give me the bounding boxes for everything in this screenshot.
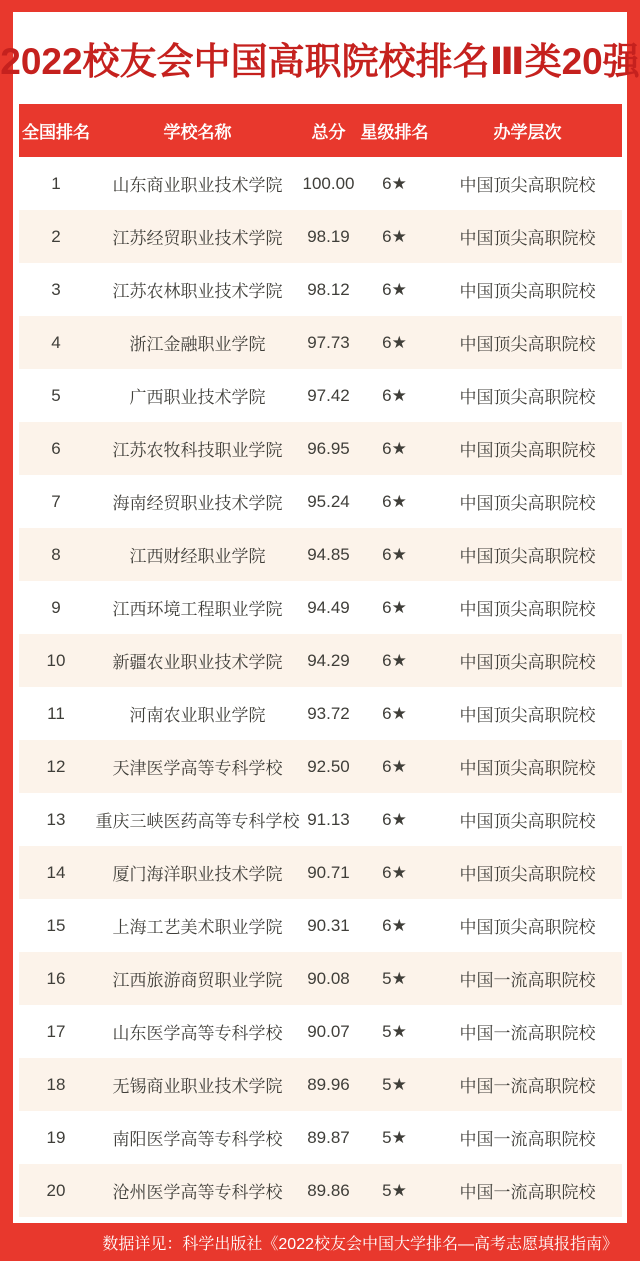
level-cell: 中国一流高职院校 bbox=[459, 1077, 596, 1096]
rank-cell: 15 bbox=[46, 915, 66, 935]
star-rating-cell: 6★ bbox=[382, 862, 407, 882]
rank-cell: 1 bbox=[51, 173, 61, 193]
score-cell: 90.07 bbox=[307, 1021, 350, 1041]
rank-cell: 14 bbox=[46, 862, 66, 882]
score-cell: 94.49 bbox=[307, 597, 350, 617]
table-row bbox=[19, 1111, 622, 1164]
table-row bbox=[19, 422, 622, 475]
table-row bbox=[19, 687, 622, 740]
score-cell: 100.00 bbox=[302, 173, 355, 193]
score-cell: 91.13 bbox=[307, 809, 350, 829]
table-row bbox=[19, 475, 622, 528]
col-header-stars: 星级排名 bbox=[360, 123, 429, 142]
school-name-cell: 河南农业职业学院 bbox=[129, 706, 266, 725]
star-rating-cell: 6★ bbox=[382, 703, 407, 723]
ranking-card bbox=[0, 12, 640, 1223]
star-rating-cell: 6★ bbox=[382, 597, 407, 617]
rank-cell: 7 bbox=[51, 491, 61, 511]
star-rating-cell: 6★ bbox=[382, 279, 407, 299]
score-cell: 97.42 bbox=[307, 385, 350, 405]
school-name-cell: 广西职业技术学院 bbox=[129, 388, 266, 407]
rank-cell: 18 bbox=[46, 1074, 66, 1094]
level-cell: 中国顶尖高职院校 bbox=[459, 865, 596, 884]
star-rating-cell: 6★ bbox=[382, 756, 407, 776]
score-cell: 89.87 bbox=[307, 1127, 350, 1147]
school-name-cell: 无锡商业职业技术学院 bbox=[112, 1077, 283, 1096]
level-cell: 中国一流高职院校 bbox=[459, 971, 596, 990]
score-cell: 98.19 bbox=[307, 226, 350, 246]
star-rating-cell: 5★ bbox=[382, 968, 407, 988]
table-row bbox=[19, 634, 622, 687]
score-cell: 97.73 bbox=[307, 332, 350, 352]
footer-note: 数据详见：科学出版社《2022校友会中国大学排名—高考志愿填报指南》 bbox=[102, 1235, 618, 1253]
score-cell: 95.24 bbox=[307, 491, 350, 511]
table-body bbox=[19, 157, 622, 1217]
table-row bbox=[19, 581, 622, 634]
school-name-cell: 江西财经职业学院 bbox=[129, 547, 266, 566]
rank-cell: 17 bbox=[46, 1021, 66, 1041]
table-row bbox=[19, 952, 622, 1005]
level-cell: 中国顶尖高职院校 bbox=[459, 812, 596, 831]
table-row bbox=[19, 793, 622, 846]
page-title: 2022校友会中国高职院校排名Ⅲ类20强 bbox=[0, 41, 640, 82]
table-row bbox=[19, 899, 622, 952]
score-cell: 89.86 bbox=[307, 1180, 350, 1200]
score-cell: 92.50 bbox=[307, 756, 350, 776]
star-rating-cell: 5★ bbox=[382, 1074, 407, 1094]
table-row bbox=[19, 157, 622, 210]
table-row bbox=[19, 369, 622, 422]
score-cell: 94.29 bbox=[307, 650, 350, 670]
rank-cell: 20 bbox=[46, 1180, 66, 1200]
rank-cell: 13 bbox=[46, 809, 66, 829]
table-row bbox=[19, 1005, 622, 1058]
level-cell: 中国顶尖高职院校 bbox=[459, 282, 596, 301]
level-cell: 中国顶尖高职院校 bbox=[459, 547, 596, 566]
school-name-cell: 厦门海洋职业技术学院 bbox=[112, 865, 283, 884]
school-name-cell: 重庆三峡医药高等专科学校 bbox=[95, 812, 300, 831]
level-cell: 中国顶尖高职院校 bbox=[459, 335, 596, 354]
school-name-cell: 天津医学高等专科学校 bbox=[112, 759, 283, 778]
rank-cell: 9 bbox=[51, 597, 61, 617]
school-name-cell: 浙江金融职业学院 bbox=[129, 335, 266, 354]
level-cell: 中国顶尖高职院校 bbox=[459, 229, 596, 248]
rank-cell: 10 bbox=[46, 650, 66, 670]
star-rating-cell: 6★ bbox=[382, 226, 407, 246]
rank-cell: 16 bbox=[46, 968, 66, 988]
rank-cell: 2 bbox=[51, 226, 61, 246]
star-rating-cell: 5★ bbox=[382, 1127, 407, 1147]
table-row bbox=[19, 740, 622, 793]
school-name-cell: 江西环境工程职业学院 bbox=[112, 600, 283, 619]
score-cell: 93.72 bbox=[307, 703, 350, 723]
school-name-cell: 江苏农牧科技职业学院 bbox=[112, 441, 283, 460]
star-rating-cell: 6★ bbox=[382, 385, 407, 405]
rank-cell: 8 bbox=[51, 544, 61, 564]
col-header-rank: 全国排名 bbox=[22, 123, 90, 142]
score-cell: 94.85 bbox=[307, 544, 350, 564]
rank-cell: 5 bbox=[51, 385, 61, 405]
star-rating-cell: 5★ bbox=[382, 1021, 407, 1041]
level-cell: 中国顶尖高职院校 bbox=[459, 176, 596, 195]
table-row bbox=[19, 316, 622, 369]
school-name-cell: 江苏农林职业技术学院 bbox=[112, 282, 283, 301]
school-name-cell: 山东医学高等专科学校 bbox=[112, 1024, 283, 1043]
school-name-cell: 新疆农业职业技术学院 bbox=[112, 653, 283, 672]
table-row bbox=[19, 263, 622, 316]
score-cell: 90.31 bbox=[307, 915, 350, 935]
level-cell: 中国顶尖高职院校 bbox=[459, 759, 596, 778]
rank-cell: 11 bbox=[47, 703, 65, 723]
star-rating-cell: 6★ bbox=[382, 650, 407, 670]
level-cell: 中国一流高职院校 bbox=[459, 1024, 596, 1043]
star-rating-cell: 6★ bbox=[382, 173, 407, 193]
star-rating-cell: 6★ bbox=[382, 544, 407, 564]
col-header-score: 总分 bbox=[311, 123, 346, 142]
school-name-cell: 上海工艺美术职业学院 bbox=[112, 918, 283, 937]
score-cell: 90.08 bbox=[307, 968, 350, 988]
table-row bbox=[19, 528, 622, 581]
rank-cell: 19 bbox=[46, 1127, 66, 1147]
table-header-row bbox=[19, 104, 622, 157]
rank-cell: 6 bbox=[51, 438, 61, 458]
school-name-cell: 南阳医学高等专科学校 bbox=[112, 1130, 283, 1149]
level-cell: 中国顶尖高职院校 bbox=[459, 600, 596, 619]
school-name-cell: 海南经贸职业技术学院 bbox=[112, 494, 283, 513]
rank-cell: 3 bbox=[51, 279, 61, 299]
col-header-school: 学校名称 bbox=[163, 123, 232, 142]
school-name-cell: 沧州医学高等专科学校 bbox=[112, 1183, 283, 1202]
level-cell: 中国一流高职院校 bbox=[459, 1183, 596, 1202]
star-rating-cell: 6★ bbox=[382, 438, 407, 458]
star-rating-cell: 6★ bbox=[382, 809, 407, 829]
star-rating-cell: 6★ bbox=[382, 915, 407, 935]
rank-cell: 12 bbox=[46, 756, 66, 776]
school-name-cell: 山东商业职业技术学院 bbox=[112, 176, 283, 195]
level-cell: 中国顶尖高职院校 bbox=[459, 653, 596, 672]
score-cell: 89.96 bbox=[307, 1074, 350, 1094]
star-rating-cell: 6★ bbox=[382, 332, 407, 352]
col-header-level: 办学层次 bbox=[493, 123, 562, 142]
table-row bbox=[19, 1058, 622, 1111]
level-cell: 中国顶尖高职院校 bbox=[459, 494, 596, 513]
level-cell: 中国顶尖高职院校 bbox=[459, 918, 596, 937]
school-name-cell: 江西旅游商贸职业学院 bbox=[112, 971, 283, 990]
level-cell: 中国一流高职院校 bbox=[459, 1130, 596, 1149]
table-row bbox=[19, 846, 622, 899]
school-name-cell: 江苏经贸职业技术学院 bbox=[112, 229, 283, 248]
level-cell: 中国顶尖高职院校 bbox=[459, 706, 596, 725]
level-cell: 中国顶尖高职院校 bbox=[459, 441, 596, 460]
table-row bbox=[19, 210, 622, 263]
star-rating-cell: 6★ bbox=[382, 491, 407, 511]
score-cell: 96.95 bbox=[307, 438, 350, 458]
score-cell: 98.12 bbox=[307, 279, 350, 299]
level-cell: 中国顶尖高职院校 bbox=[459, 388, 596, 407]
score-cell: 90.71 bbox=[307, 862, 350, 882]
star-rating-cell: 5★ bbox=[382, 1180, 407, 1200]
rank-cell: 4 bbox=[51, 332, 61, 352]
table-row bbox=[19, 1164, 622, 1217]
ranking-table bbox=[19, 104, 622, 1217]
